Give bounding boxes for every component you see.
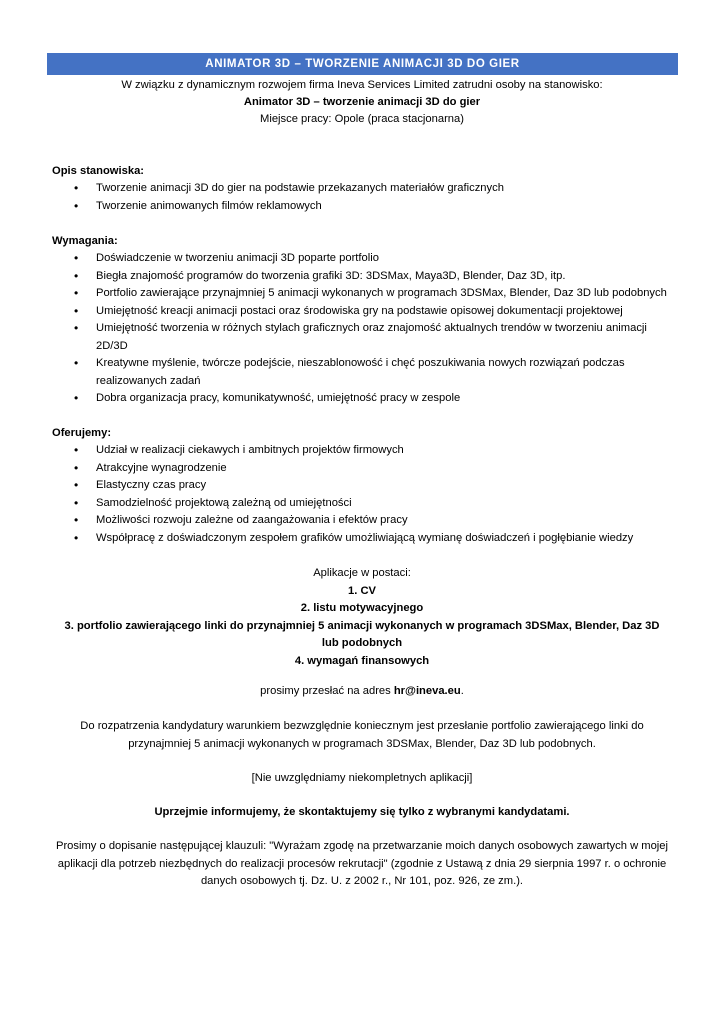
list-item: • Elastyczny czas pracy bbox=[52, 477, 672, 495]
aplikacje-item-finanse: 4. wymagań finansowych bbox=[294, 654, 430, 667]
aplikacje-intro: Aplikacje w postaci: bbox=[313, 567, 411, 579]
section-oferujemy bbox=[52, 425, 672, 547]
list-item: • Możliwości rozwoju zależne od zaangażowania i efektów pracy bbox=[52, 512, 672, 530]
informujemy-note: Uprzejmie informujemy, że skontaktujemy się tylko z wybranymi kandydatami. bbox=[154, 806, 570, 818]
wymagania-list bbox=[52, 250, 672, 408]
section-heading: Wymagania: bbox=[52, 235, 118, 247]
list-item: • Tworzenie animowanych filmów reklamowych bbox=[52, 198, 672, 216]
oferujemy-list bbox=[52, 442, 672, 547]
aplikacje-item-cv: 1. CV bbox=[348, 584, 376, 597]
contact-suffix: . bbox=[460, 685, 464, 697]
aplikacje-item-list: 2. listu motywacyjnego bbox=[300, 602, 424, 614]
title-banner bbox=[47, 53, 678, 75]
aplikacje-block bbox=[52, 565, 672, 670]
section-heading: Oferujemy: bbox=[52, 427, 112, 439]
position-title: Animator 3D – tworzenie animacji 3D do gier bbox=[243, 96, 481, 108]
list-item: • Atrakcyjne wynagrodzenie bbox=[52, 460, 672, 478]
niekompletne-note: [Nie uwzględniamy niekompletnych aplikacji] bbox=[251, 772, 473, 784]
list-item: • Tworzenie animacji 3D do gier na podstawie przekazanych materiałów graficznych bbox=[52, 180, 672, 198]
section-heading: Opis stanowiska: bbox=[52, 165, 145, 177]
klauzula-paragraph: Prosimy o dopisanie następującej klauzuli: "Wyrażam zgodę na przetwarzanie moich danych osobowych zawartych w mojej aplikacji dla potrzeb niezbędnych do realizacji procesów rekrutacji" (zgodnie z Ustawą z dnia 29 sierpnia 1997 r. o ochronie danych osobowych tj. Dz. U. z 2002 r., Nr 101, poz. 926, ze zm.). bbox=[55, 840, 668, 887]
list-item: • Samodzielność projektową zależną od umiejętności bbox=[52, 495, 672, 513]
list-item: • Kreatywne myślenie, twórcze podejście, nieszablonowość i chęć poszukiwania nowych rozwiązań podczas realizowanych zadań bbox=[52, 355, 672, 390]
contact-line bbox=[52, 683, 672, 701]
section-wymagania bbox=[52, 233, 672, 408]
location-line: Miejsce pracy: Opole (praca stacjonarna) bbox=[260, 113, 464, 125]
list-item: • Doświadczenie w tworzeniu animacji 3D poparte portfolio bbox=[52, 250, 672, 268]
list-item: • Umiejętność kreacji animacji postaci oraz środowiska gry na podstawie opisowej dokumentacji projektowej bbox=[52, 303, 672, 321]
section-opis bbox=[52, 163, 672, 215]
page-title: ANIMATOR 3D – TWORZENIE ANIMACJI 3D DO GIER bbox=[205, 58, 520, 70]
contact-email[interactable]: hr@ineva.eu bbox=[393, 685, 461, 697]
list-item: • Biegła znajomość programów do tworzenia grafiki 3D: 3DSMax, Maya3D, Blender, Daz 3D, itp. bbox=[52, 268, 672, 286]
intro-line: W związku z dynamicznym rozwojem firma Ineva Services Limited zatrudni osoby na stanowisko: bbox=[121, 79, 603, 91]
opis-list bbox=[52, 180, 672, 215]
list-item: • Udział w realizacji ciekawych i ambitnych projektów firmowych bbox=[52, 442, 672, 460]
list-item: • Umiejętność tworzenia w różnych stylach graficznych oraz znajomość aktualnych trendów w tworzeniu animacji 2D/3D bbox=[52, 320, 672, 355]
contact-prefix: prosimy przesłać na adres bbox=[260, 685, 394, 697]
aplikacje-item-portfolio: 3. portfolio zawierającego linki do przynajmniej 5 animacji wykonanych w programach 3DSMax, Blender, Daz 3D lub podobnych bbox=[64, 619, 660, 649]
list-item: • Współpracę z doświadczonym zespołem grafików umożliwiającą wymianę doświadczeń i pogłębianie wiedzy bbox=[52, 530, 672, 548]
list-item: • Portfolio zawierające przynajmniej 5 animacji wykonanych w programach 3DSMax, Blender, Daz 3D lub podobnych bbox=[52, 285, 672, 303]
warunek-paragraph: Do rozpatrzenia kandydatury warunkiem bezwzględnie koniecznym jest przesłanie portfolio zawierającego linki do przynajmniej 5 animacji wykonanych w programach 3DSMax, Blender, Daz 3D lub podobnych. bbox=[80, 720, 644, 750]
list-item: • Dobra organizacja pracy, komunikatywność, umiejętność pracy w zespole bbox=[52, 390, 672, 408]
